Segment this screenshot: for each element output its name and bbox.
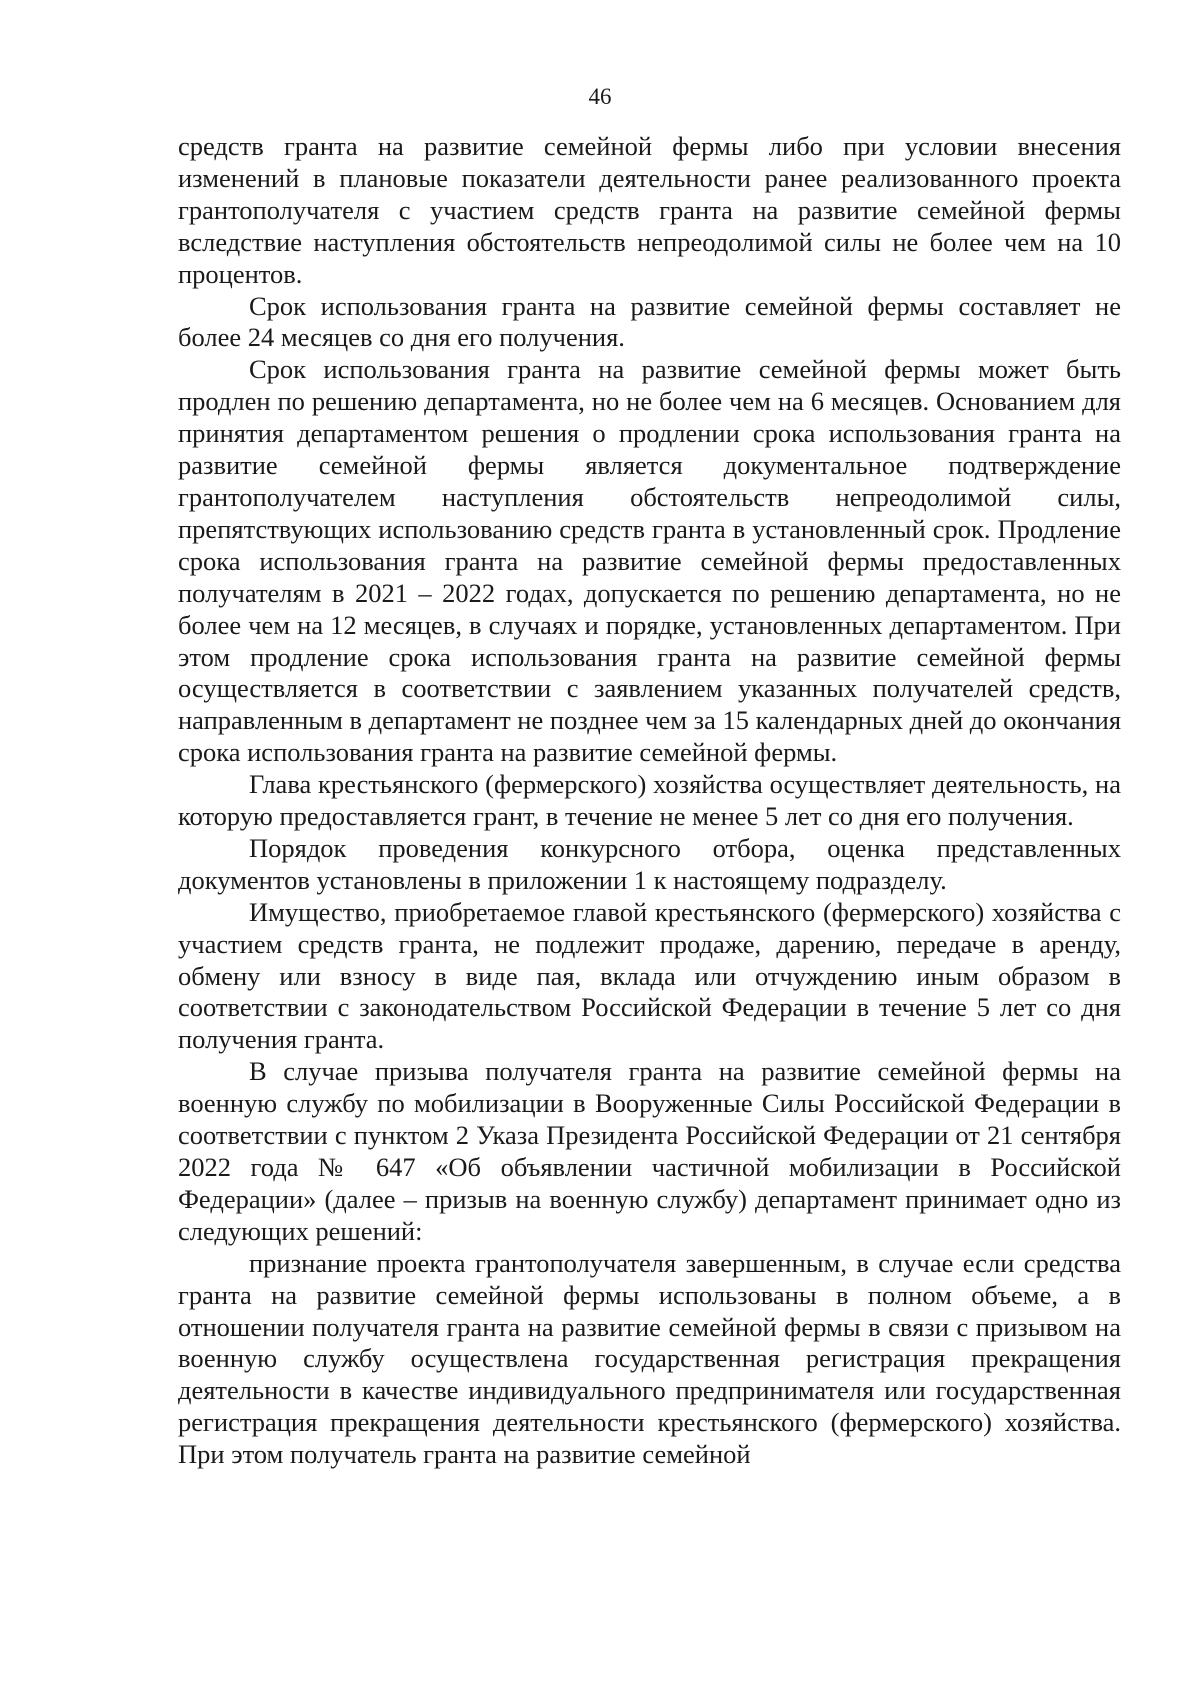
paragraph-grant-term: Срок использования гранта на развитие семейной фермы составляет не более 24 месяцев со дня его получения.	[178, 290, 1121, 353]
paragraph-continuation: средств гранта на развитие семейной фермы либо при условии внесения изменений в плановые показатели деятельности ранее реализованного проекта грантополучателя с участием средств гранта на развитие семейной фермы вследствие наступления обстоятельств непреодолимой силы не более чем на 10 процентов.	[178, 131, 1121, 289]
page-number: 46	[588, 84, 612, 109]
paragraph-selection-procedure: Порядок проведения конкурсного отбора, оценка представленных документов установлены в приложении 1 к настоящему подразделу.	[178, 832, 1121, 895]
document-body	[178, 131, 1121, 1471]
paragraph-grant-extension: Срок использования гранта на развитие семейной фермы может быть продлен по решению департамента, но не более чем на 6 месяцев. Основанием для принятия департаментом решения о продлении срока использования гранта на развитие семейной фермы является документальное подтверждение грантополучателем наступления обстоятельств непреодолимой силы, препятствующих использованию средств гранта в установленный срок. Продление срока использования гранта на развитие семейной фермы предоставленных получателям в 2021 – 2022 годах, допускается по решению департамента, но не более чем на 12 месяцев, в случаях и порядке, установленных департаментом. При этом продление срока использования гранта на развитие семейной фермы осуществляется в соответствии с заявлением указанных получателей средств, направленным в департамент не позднее чем за 15 календарных дней до окончания срока использования гранта на развитие семейной фермы.	[178, 354, 1122, 768]
paragraph-farm-head-obligation: Глава крестьянского (фермерского) хозяйства осуществляет деятельность, на которую предоставляется грант, в течение не менее 5 лет со дня его получения.	[178, 769, 1121, 832]
paragraph-project-completion: признание проекта грантополучателя завершенным, в случае если средства гранта на развитие семейной фермы использованы в полном объеме, а в отношении получателя гранта на развитие семейной фермы в связи с призывом на военную службу осуществлена государственная регистрация прекращения деятельности в качестве индивидуального предпринимателя или государственная регистрация прекращения деятельности крестьянского (фермерского) хозяйства. При этом получатель гранта на развитие семейной	[178, 1247, 1121, 1470]
paragraph-mobilization-case: В случае призыва получателя гранта на развитие семейной фермы на военную службу по мобилизации в Вооруженные Силы Российской Федерации в соответствии с пунктом 2 Указа Президента Российской Федерации от 21 сентября 2022 года № 647 «Об объявлении частичной мобилизации в Российской Федерации» (далее – призыв на военную службу) департамент принимает одно из следующих решений:	[178, 1056, 1121, 1246]
paragraph-property-restrictions: Имущество, приобретаемое главой крестьянского (фермерского) хозяйства с участием средств гранта, не подлежит продаже, дарению, передаче в аренду, обмену или взносу в виде пая, вклада или отчуждению иным образом в соответствии с законодательством Российской Федерации в течение 5 лет со дня получения гранта.	[178, 896, 1121, 1055]
